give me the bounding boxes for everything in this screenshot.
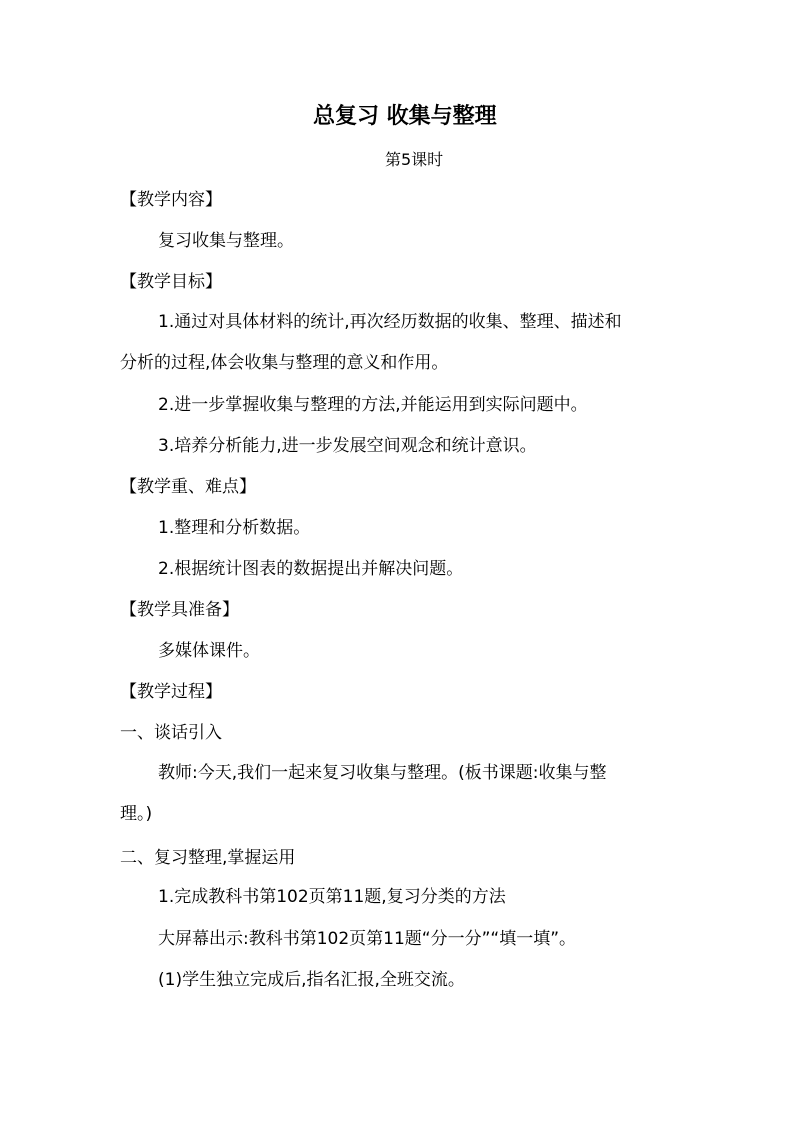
part-2-step-1: (1)学生独立完成后,指名汇报,全班交流。 xyxy=(158,970,465,990)
section-heading-process: 【教学过程】 xyxy=(120,682,222,702)
section-heading-prep: 【教学具准备】 xyxy=(120,600,239,620)
section-heading-content: 【教学内容】 xyxy=(120,190,222,210)
page-title: 总复习 收集与整理 xyxy=(313,104,497,129)
keypoint-1: 1.整理和分析数据。 xyxy=(158,518,311,538)
part-1-line-1: 教师:今天,我们一起来复习收集与整理。(板书课题:收集与整 xyxy=(158,763,607,783)
part-1-heading: 一、谈话引入 xyxy=(120,723,222,743)
part-2-item-1: 1.完成教科书第102页第11题,复习分类的方法 xyxy=(158,887,506,907)
goal-1-line-1: 1.通过对具体材料的统计,再次经历数据的收集、整理、描述和 xyxy=(158,312,622,332)
page-subtitle: 第5课时 xyxy=(385,150,444,169)
section-heading-goals: 【教学目标】 xyxy=(120,272,222,292)
part-2-screen-text: 大屏幕出示:教科书第102页第11题“分一分”“填一填”。 xyxy=(158,929,577,949)
section-heading-keypoints: 【教学重、难点】 xyxy=(120,477,256,497)
keypoint-2: 2.根据统计图表的数据提出并解决问题。 xyxy=(158,559,464,579)
content-text: 复习收集与整理。 xyxy=(158,231,294,251)
part-1-line-2: 理。) xyxy=(120,804,153,824)
goal-2: 2.进一步掌握收集与整理的方法,并能运用到实际问题中。 xyxy=(158,395,588,415)
goal-1-line-2: 分析的过程,体会收集与整理的意义和作用。 xyxy=(120,353,449,373)
part-2-heading: 二、复习整理,掌握运用 xyxy=(120,848,296,868)
prep-text: 多媒体课件。 xyxy=(158,641,260,661)
goal-3: 3.培养分析能力,进一步发展空间观念和统计意识。 xyxy=(158,436,537,456)
